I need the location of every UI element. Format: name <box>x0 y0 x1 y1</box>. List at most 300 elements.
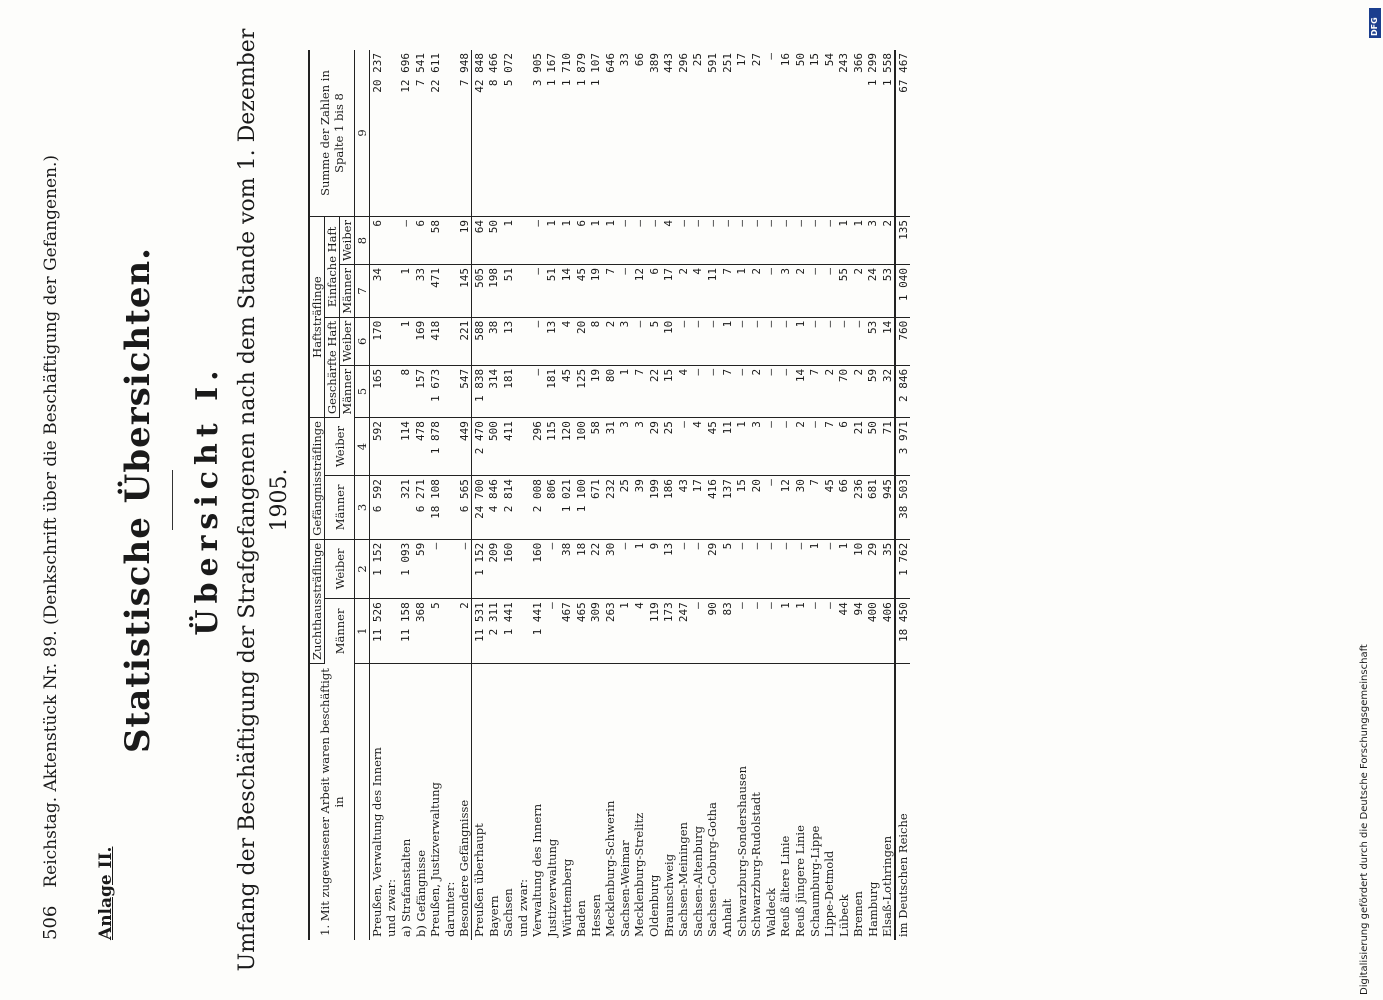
cell-value: 400 <box>866 599 881 664</box>
cell-value: 6 <box>647 265 662 318</box>
cell-value: 100 <box>574 418 589 476</box>
cell-value: 296 <box>530 418 545 476</box>
cell-value <box>384 50 399 217</box>
cell-value: 1 093 <box>399 539 414 599</box>
row-label: Waldeck <box>763 888 778 937</box>
cell-value: 1 441 <box>530 599 545 664</box>
cell-value: 2 814 <box>501 476 516 540</box>
cell-value: 38 503 <box>895 476 910 540</box>
cell-value: — <box>793 539 808 599</box>
row-label: und zwar: <box>515 879 530 937</box>
cell-value: 2 470 <box>472 418 487 476</box>
cell-value: 7 948 <box>457 50 472 217</box>
cell-value <box>515 50 530 217</box>
cell-value: 70 <box>837 365 852 417</box>
statistics-table <box>308 50 910 940</box>
col-number: 7 <box>355 265 370 318</box>
cell-value: 169 <box>413 317 428 365</box>
cell-value: 1 441 <box>501 599 516 664</box>
cell-value <box>442 317 457 365</box>
cell-value: 1 <box>851 217 866 265</box>
cell-value: 1 <box>559 217 574 265</box>
cell-value: 314 <box>486 365 501 417</box>
cell-value: 760 <box>895 317 910 365</box>
cell-value: — <box>764 539 779 599</box>
table-row <box>851 50 866 940</box>
cell-value: 1 107 <box>588 50 603 217</box>
group-summe: Summe der Zahlen in Spalte 1 bis 8 <box>309 50 355 217</box>
cell-value: — <box>676 418 691 476</box>
cell-value: 5 <box>647 317 662 365</box>
cell-value <box>515 599 530 664</box>
cell-value: 38 <box>486 317 501 365</box>
col-number-blank <box>355 664 370 941</box>
cell-value: 45 <box>705 418 720 476</box>
row-label: Preußen, Verwaltung des Innern <box>370 747 385 937</box>
cell-value: 443 <box>661 50 676 217</box>
row-label: Schwarzburg-Rudolstadt <box>749 792 764 937</box>
cell-value: 119 <box>647 599 662 664</box>
cell-value: 198 <box>486 265 501 318</box>
cell-value: 13 <box>545 317 560 365</box>
cell-value: 3 <box>749 418 764 476</box>
cell-value: — <box>530 265 545 318</box>
cell-value: — <box>676 217 691 265</box>
table-row <box>530 50 545 940</box>
cell-value: 406 <box>880 599 895 664</box>
cell-value: 55 <box>837 265 852 318</box>
cell-value: 33 <box>618 50 633 217</box>
row-label: Hessen <box>588 894 603 937</box>
cell-value: — <box>837 317 852 365</box>
haft-sub-geschaerft: Geschärfte Haft <box>325 317 340 417</box>
cell-value: 671 <box>588 476 603 540</box>
row-label: Sachsen <box>501 888 516 937</box>
cell-value: — <box>632 217 647 265</box>
cell-value: 51 <box>545 265 560 318</box>
cell-value: 22 611 <box>428 50 443 217</box>
side-note <box>1355 5 1375 995</box>
cell-value: 29 <box>647 418 662 476</box>
cell-value: 13 <box>661 539 676 599</box>
cell-value: — <box>764 476 779 540</box>
row-label: Sachsen-Altenburg <box>690 825 705 937</box>
cell-value: — <box>807 265 822 318</box>
cell-value: 25 <box>661 418 676 476</box>
table-row <box>515 50 530 940</box>
cell-value: 39 <box>632 476 647 540</box>
cell-value: 24 700 <box>472 476 487 540</box>
cell-value: — <box>618 217 633 265</box>
table-row <box>720 50 735 940</box>
sex-header: Weiber <box>325 539 355 599</box>
cell-value: — <box>705 317 720 365</box>
cell-value: 4 <box>632 599 647 664</box>
cell-value <box>515 317 530 365</box>
cell-value: — <box>807 317 822 365</box>
row-label: Baden <box>574 900 589 937</box>
cell-value: 1 <box>720 317 735 365</box>
cell-value: 1 <box>603 217 618 265</box>
table-row <box>778 50 793 940</box>
cell-value: 478 <box>413 418 428 476</box>
table-row <box>705 50 720 940</box>
row-label: a) Strafanstalten <box>398 838 413 937</box>
cell-value: 50 <box>486 217 501 265</box>
cell-value: 54 <box>822 50 837 217</box>
cell-value <box>515 365 530 417</box>
cell-value: 309 <box>588 599 603 664</box>
table-row <box>370 50 385 940</box>
cell-value: 2 <box>880 217 895 265</box>
col-number: 4 <box>355 418 370 476</box>
cell-value: 416 <box>705 476 720 540</box>
cell-value: 15 <box>661 365 676 417</box>
cell-value: 5 <box>720 539 735 599</box>
cell-value: — <box>807 217 822 265</box>
cell-value: 66 <box>632 50 647 217</box>
cell-value: 11 <box>705 265 720 318</box>
sex-header: Weiber <box>325 418 355 476</box>
cell-value: 17 <box>691 476 706 540</box>
row-label: Schaumburg-Lippe <box>807 825 822 937</box>
cell-value <box>515 217 530 265</box>
cell-value: 17 <box>734 50 749 217</box>
cell-value <box>384 217 399 265</box>
cell-value: 10 <box>851 539 866 599</box>
col-number: 5 <box>355 365 370 417</box>
cell-value: 29 <box>705 539 720 599</box>
cell-value: 17 <box>661 265 676 318</box>
cell-value: 945 <box>880 476 895 540</box>
cell-value: 114 <box>399 418 414 476</box>
row-label: darunter: <box>442 881 457 937</box>
cell-value: 160 <box>501 539 516 599</box>
cell-value: — <box>749 599 764 664</box>
col-number: 1 <box>355 599 370 664</box>
cell-value: 418 <box>428 317 443 365</box>
sex-header: Männer <box>325 599 355 664</box>
group-gefaengnis: Gefängnissträflinge <box>309 418 325 540</box>
cell-value: — <box>691 217 706 265</box>
cell-value: — <box>749 539 764 599</box>
cell-value <box>384 539 399 599</box>
row-label: Braunschweig <box>661 853 676 937</box>
cell-value: 236 <box>851 476 866 540</box>
row-label: Schwarzburg-Sondershausen <box>734 765 749 937</box>
cell-value: 13 <box>501 317 516 365</box>
cell-value: — <box>530 317 545 365</box>
table-row <box>691 50 706 940</box>
cell-value: 33 <box>413 265 428 318</box>
cell-value: 11 526 <box>370 599 385 664</box>
cell-value: 83 <box>720 599 735 664</box>
row-label: Mecklenburg-Strelitz <box>632 812 647 937</box>
cell-value: 12 <box>632 265 647 318</box>
cell-value: — <box>764 50 779 217</box>
cell-value: 115 <box>545 418 560 476</box>
cell-value: 27 <box>749 50 764 217</box>
cell-value: 58 <box>428 217 443 265</box>
cell-value: — <box>822 599 837 664</box>
cell-value <box>384 599 399 664</box>
cell-value: 25 <box>618 476 633 540</box>
cell-value: 1 <box>632 539 647 599</box>
cell-value: 4 <box>691 418 706 476</box>
anlage-label: Anlage II. <box>96 846 116 940</box>
cell-value: — <box>764 317 779 365</box>
table-row <box>428 50 443 940</box>
table-row <box>793 50 808 940</box>
cell-value: 1 167 <box>545 50 560 217</box>
cell-value: 32 <box>880 365 895 417</box>
cell-value: 368 <box>413 599 428 664</box>
cell-value: 14 <box>793 365 808 417</box>
table-row <box>807 50 822 940</box>
cell-value: 22 <box>647 365 662 417</box>
cell-value: 247 <box>676 599 691 664</box>
cell-value: — <box>530 217 545 265</box>
cell-value: 30 <box>793 476 808 540</box>
cell-value: 11 <box>720 418 735 476</box>
cell-value <box>442 476 457 540</box>
cell-value: — <box>428 539 443 599</box>
cell-value: 3 905 <box>530 50 545 217</box>
cell-value: 51 <box>501 265 516 318</box>
cell-value: 22 <box>588 539 603 599</box>
table-caption: Umfang der Beschäftigung der Strafgefangenen nach dem Stande vom 1. Dezember 1905. <box>235 28 292 972</box>
cell-value <box>515 539 530 599</box>
cell-value: 16 <box>778 50 793 217</box>
cell-value: 18 <box>574 539 589 599</box>
cell-value: 2 <box>676 265 691 318</box>
row-label: Verwaltung des Innern <box>530 803 545 937</box>
cell-value: 53 <box>866 317 881 365</box>
cell-value: 3 971 <box>895 418 910 476</box>
cell-value: 263 <box>603 599 618 664</box>
cell-value: 505 <box>472 265 487 318</box>
cell-value: 2 <box>603 317 618 365</box>
cell-value: 9 <box>647 539 662 599</box>
cell-value: — <box>851 317 866 365</box>
cell-value: 5 072 <box>501 50 516 217</box>
cell-value: 681 <box>866 476 881 540</box>
row-label: Württemberg <box>559 858 574 937</box>
cell-value: 25 <box>691 50 706 217</box>
row-label: b) Gefängnisse <box>413 849 428 937</box>
cell-value <box>384 317 399 365</box>
cell-value: 1 879 <box>574 50 589 217</box>
cell-value: — <box>618 539 633 599</box>
haft-sub-einfach: Einfache Haft <box>325 217 340 318</box>
cell-value: — <box>764 365 779 417</box>
cell-value: 251 <box>720 50 735 217</box>
table-row <box>545 50 560 940</box>
cell-value: — <box>764 217 779 265</box>
cell-value: 38 <box>559 539 574 599</box>
table-row <box>603 50 618 940</box>
cell-value: 58 <box>588 418 603 476</box>
cell-value: 467 <box>559 599 574 664</box>
cell-value: 1 <box>793 599 808 664</box>
cell-value: — <box>691 317 706 365</box>
cell-value: 591 <box>705 50 720 217</box>
sex-header: Weiber <box>340 217 355 265</box>
cell-value: — <box>764 265 779 318</box>
cell-value: 6 565 <box>457 476 472 540</box>
table-row <box>501 50 516 940</box>
cell-value: 6 271 <box>413 476 428 540</box>
cell-value <box>515 265 530 318</box>
cell-value: 1 <box>807 539 822 599</box>
cell-value: 296 <box>676 50 691 217</box>
table-row <box>866 50 881 940</box>
cell-value: — <box>734 599 749 664</box>
table-row <box>472 50 487 940</box>
cell-value: 7 <box>720 365 735 417</box>
cell-value: 170 <box>370 317 385 365</box>
table-row <box>749 50 764 940</box>
cell-value: 12 <box>778 476 793 540</box>
cell-value: 3 <box>866 217 881 265</box>
table-subtitle: Übersicht I. <box>190 364 225 636</box>
cell-value: 592 <box>370 418 385 476</box>
cell-value: 6 <box>370 217 385 265</box>
cell-value: 646 <box>603 50 618 217</box>
cell-value: 6 <box>413 217 428 265</box>
cell-value: 1 <box>618 365 633 417</box>
table-row <box>676 50 691 940</box>
cell-value: 4 <box>691 265 706 318</box>
cell-value <box>384 365 399 417</box>
row-label: Sachsen-Meiningen <box>676 822 691 937</box>
cell-value: — <box>734 317 749 365</box>
cell-value: 1 673 <box>428 365 443 417</box>
cell-value: 3 <box>618 317 633 365</box>
row-header: 1. Mit zugewiesener Arbeit waren beschäftigt in <box>309 664 355 941</box>
cell-value: 18 108 <box>428 476 443 540</box>
cell-value <box>515 476 530 540</box>
cell-value: — <box>778 418 793 476</box>
table-row <box>574 50 589 940</box>
cell-value: 243 <box>837 50 852 217</box>
cell-value: 45 <box>822 476 837 540</box>
cell-value: 14 <box>880 317 895 365</box>
cell-value: 7 <box>603 265 618 318</box>
cell-value: — <box>647 217 662 265</box>
cell-value <box>442 418 457 476</box>
cell-value: 35 <box>880 539 895 599</box>
cell-value: 137 <box>720 476 735 540</box>
cell-value: 71 <box>880 418 895 476</box>
cell-value: 2 <box>851 365 866 417</box>
cell-value: 125 <box>574 365 589 417</box>
cell-value: 1 152 <box>370 539 385 599</box>
row-label: Mecklenburg-Schwerin <box>603 800 618 937</box>
cell-value <box>384 418 399 476</box>
cell-value: 1 <box>734 418 749 476</box>
cell-value: 547 <box>457 365 472 417</box>
row-label: Oldenburg <box>647 874 662 937</box>
cell-value: — <box>632 317 647 365</box>
group-haft: Haftsträflinge <box>309 217 325 418</box>
cell-value: 221 <box>457 317 472 365</box>
running-head: Reichstag. Aktenstück Nr. 89. (Denkschrift über die Beschäftigung der Gefangenen.) <box>41 154 61 888</box>
row-label: und zwar: <box>384 879 399 937</box>
cell-value: 20 <box>749 476 764 540</box>
cell-value: 2 <box>749 265 764 318</box>
cell-value: 7 <box>807 476 822 540</box>
page-number: 506 <box>40 905 61 940</box>
sex-header: Weiber <box>340 317 355 365</box>
cell-value: 3 <box>632 418 647 476</box>
cell-value: — <box>778 217 793 265</box>
cell-value: 44 <box>837 599 852 664</box>
cell-value: 1 878 <box>428 418 443 476</box>
funding-note: Digitalisierung gefördert durch die Deutsche Forschungsgemeinschaft <box>1359 644 1370 995</box>
cell-value: 4 <box>559 317 574 365</box>
cell-value: — <box>764 599 779 664</box>
cell-value: 53 <box>880 265 895 318</box>
table-row <box>486 50 501 940</box>
cell-value: — <box>778 317 793 365</box>
row-label: Anhalt <box>720 898 735 937</box>
col-number: 9 <box>355 50 370 217</box>
table-row <box>442 50 457 940</box>
cell-value: 67 467 <box>895 50 910 217</box>
cell-value <box>442 50 457 217</box>
cell-value: 50 <box>866 418 881 476</box>
cell-value: 6 <box>574 217 589 265</box>
row-label: Justizverwaltung <box>544 838 559 937</box>
cell-value: 20 <box>574 317 589 365</box>
cell-value: — <box>764 418 779 476</box>
cell-value: 14 <box>559 265 574 318</box>
sex-header: Männer <box>325 476 355 540</box>
cell-value: 145 <box>457 265 472 318</box>
cell-value: 1 299 <box>866 50 881 217</box>
cell-value: 2 <box>793 418 808 476</box>
cell-value: 64 <box>472 217 487 265</box>
cell-value: 43 <box>676 476 691 540</box>
cell-value: 1 <box>793 317 808 365</box>
cell-value: — <box>822 217 837 265</box>
cell-value: 7 <box>822 418 837 476</box>
table-row <box>647 50 662 940</box>
table-row <box>588 50 603 940</box>
cell-value: 157 <box>413 365 428 417</box>
cell-value: — <box>734 365 749 417</box>
row-label: Besondere Gefängnisse <box>457 799 472 937</box>
cell-value: 7 541 <box>413 50 428 217</box>
cell-value: — <box>822 265 837 318</box>
dfg-logo-text: DFG <box>1370 17 1379 36</box>
table-row <box>880 50 895 940</box>
cell-value: 389 <box>647 50 662 217</box>
cell-value: 232 <box>603 476 618 540</box>
cell-value: 806 <box>545 476 560 540</box>
cell-value: 7 <box>632 365 647 417</box>
dfg-logo <box>1369 8 1381 38</box>
cell-value: 10 <box>661 317 676 365</box>
cell-value: 120 <box>559 418 574 476</box>
cell-value: 30 <box>603 539 618 599</box>
table-row <box>618 50 633 940</box>
cell-value: — <box>822 539 837 599</box>
cell-value: 8 <box>588 317 603 365</box>
cell-value: 59 <box>866 365 881 417</box>
table-row <box>384 50 399 940</box>
